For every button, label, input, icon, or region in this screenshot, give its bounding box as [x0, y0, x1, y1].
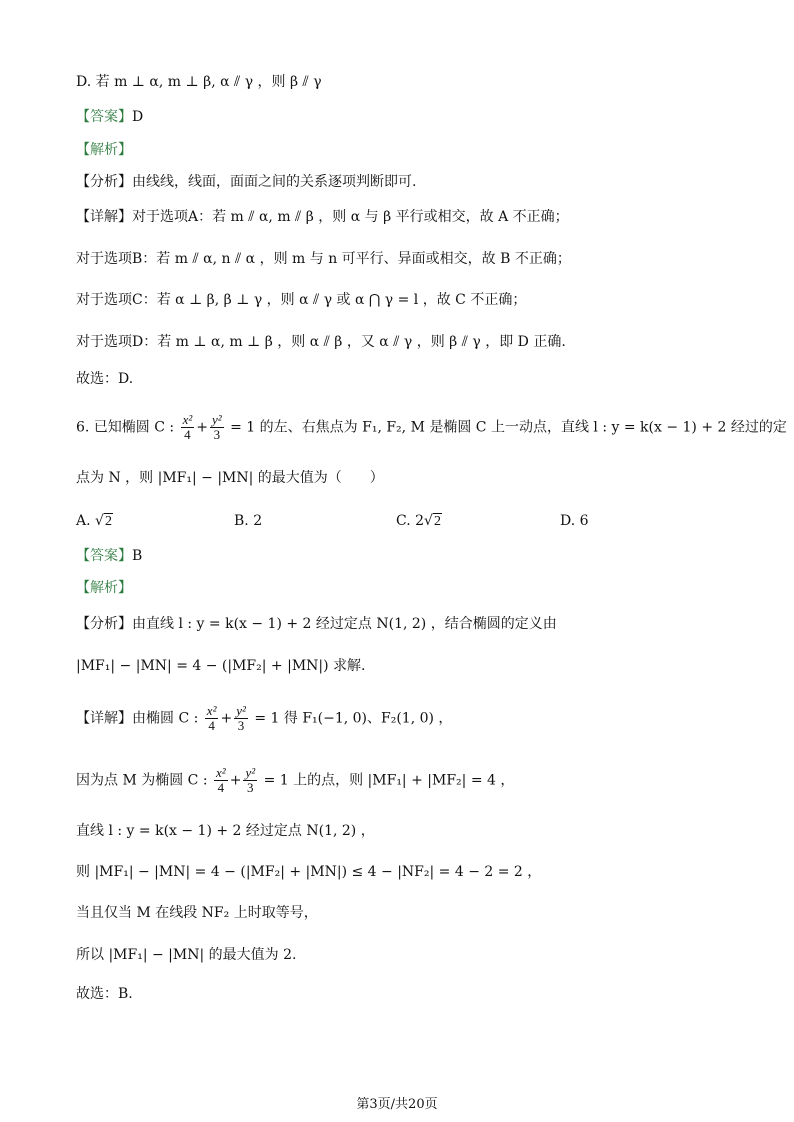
q6-detail-5: 当且仅当 M 在线段 NF₂ 上时取等号， [76, 905, 318, 921]
fenxi-text: 由直线 l : y = k(x − 1) + 2 经过定点 N(1, 2) ，结合椭圆的定义由 [132, 616, 557, 632]
option-b: B. 2 [234, 513, 263, 529]
q6-stem-line2: 点为 N ，则 |MF₁| − |MN| 的最大值为（ ） [76, 470, 384, 486]
answer-tag: 【答案】 [76, 109, 132, 125]
fenxi-tag: 【分析】 [76, 616, 132, 632]
q6-detail-4: 则 |MF₁| − |MN| = 4 − (|MF₂| + |MN|) ≤ 4 − |NF₂| = 4 − 2 = 2 ， [76, 864, 542, 880]
q6-fenxi-line2: |MF₁| − |MN| = 4 − (|MF₂| + |MN|) 求解. [76, 658, 366, 674]
q6-detail-6: 所以 |MF₁| − |MN| 的最大值为 2. [76, 947, 297, 963]
option-a: A. √2 [76, 513, 112, 529]
fenxi-text: 由线线，线面，面面之间的关系逐项判断即可. [132, 174, 417, 190]
fraction-y2-over-3: $\frac{\text{y²}}{3}$ [236, 703, 246, 733]
q6-answer-row [76, 546, 142, 566]
detail-2-suffix: = 1 上的点，则 |MF₁| + |MF₂| = 4 ， [263, 772, 515, 789]
plus-sign: + [220, 710, 233, 727]
q5-detail-b: 对于选项B：若 m ⫽ α, n ⫽ α ，则 m 与 n 可平行、异面或相交，故 B 不正确； [76, 251, 571, 267]
page-number: 第3页/共20页 [356, 1097, 438, 1112]
q6-stem-line1 [76, 413, 787, 442]
q6-choice: 故选：B. [76, 986, 133, 1002]
plus-sign: + [196, 419, 208, 436]
q6-detail-3: 直线 l : y = k(x − 1) + 2 经过定点 N(1, 2) ， [76, 823, 375, 839]
detail-tag: 【详解】 [76, 710, 132, 727]
fraction-x2-over-4: $\frac{\text{x²}}{4}$ [182, 412, 193, 442]
answer-value: D [132, 109, 144, 125]
detail-1-suffix: = 1 得 F₁(−1, 0)、F₂(1, 0) ， [254, 710, 453, 727]
detail-2-prefix: 因为点 M 为椭圆 C : [76, 772, 208, 789]
fraction-x2-over-4: $\frac{\text{x²}}{4}$ [216, 765, 226, 795]
sqrt-symbol: √2 [424, 513, 441, 529]
plus-sign: + [229, 772, 242, 789]
option-c: C. 2√2 [396, 513, 441, 529]
fraction-y2-over-3: $\frac{\text{y²}}{3}$ [245, 765, 256, 795]
q5-detail-a-row [76, 207, 569, 227]
q6-detail-2-row [76, 766, 514, 795]
q6-fenxi-row [76, 614, 557, 634]
q5-choice: 故选：D. [76, 371, 134, 387]
q6-stem-suffix: = 1 的左、右焦点为 F₁, F₂, M 是椭圆 C 上一动点，直线 l : y = k(x − 1) + 2 经过的定 [230, 419, 787, 436]
fraction-x2-over-4: $\frac{\text{x²}}{4}$ [206, 703, 217, 733]
q5-detail-c: 对于选项C：若 α ⊥ β, β ⊥ γ ，则 α ⫽ γ 或 α ⋂ γ = l ，故 C 不正确； [76, 292, 527, 308]
q6-stem-prefix: 6. 已知椭圆 C : [76, 419, 175, 436]
q6-detail-1-row [76, 704, 452, 733]
fenxi-tag: 【分析】 [76, 174, 132, 190]
q5-answer-row [76, 107, 143, 127]
detail-1-prefix: 由椭圆 C : [132, 710, 199, 727]
option-d: D. 6 [560, 513, 589, 529]
q5-detail-d: 对于选项D：若 m ⊥ α, m ⊥ β ，则 α ⫽ β ，又 α ⫽ γ ，则 β ⫽ γ ，即 D 正确. [76, 334, 566, 350]
answer-value: B [132, 548, 143, 564]
answer-tag: 【答案】 [76, 548, 132, 564]
q6-analysis-tag: 【解析】 [76, 580, 132, 596]
q5-option-d: D. 若 m ⊥ α, m ⊥ β, α ⫽ γ ，则 β ⫽ γ [76, 74, 322, 90]
fraction-y2-over-3: $\frac{\text{y²}}{3}$ [212, 412, 222, 442]
sqrt-symbol: √2 [95, 513, 112, 529]
q5-analysis-tag: 【解析】 [76, 142, 132, 158]
q5-fenxi-row [76, 172, 416, 192]
detail-a: 对于选项A：若 m ⫽ α, m ⫽ β ，则 α 与 β 平行或相交，故 A 不正确； [132, 209, 569, 225]
detail-tag: 【详解】 [76, 209, 132, 225]
